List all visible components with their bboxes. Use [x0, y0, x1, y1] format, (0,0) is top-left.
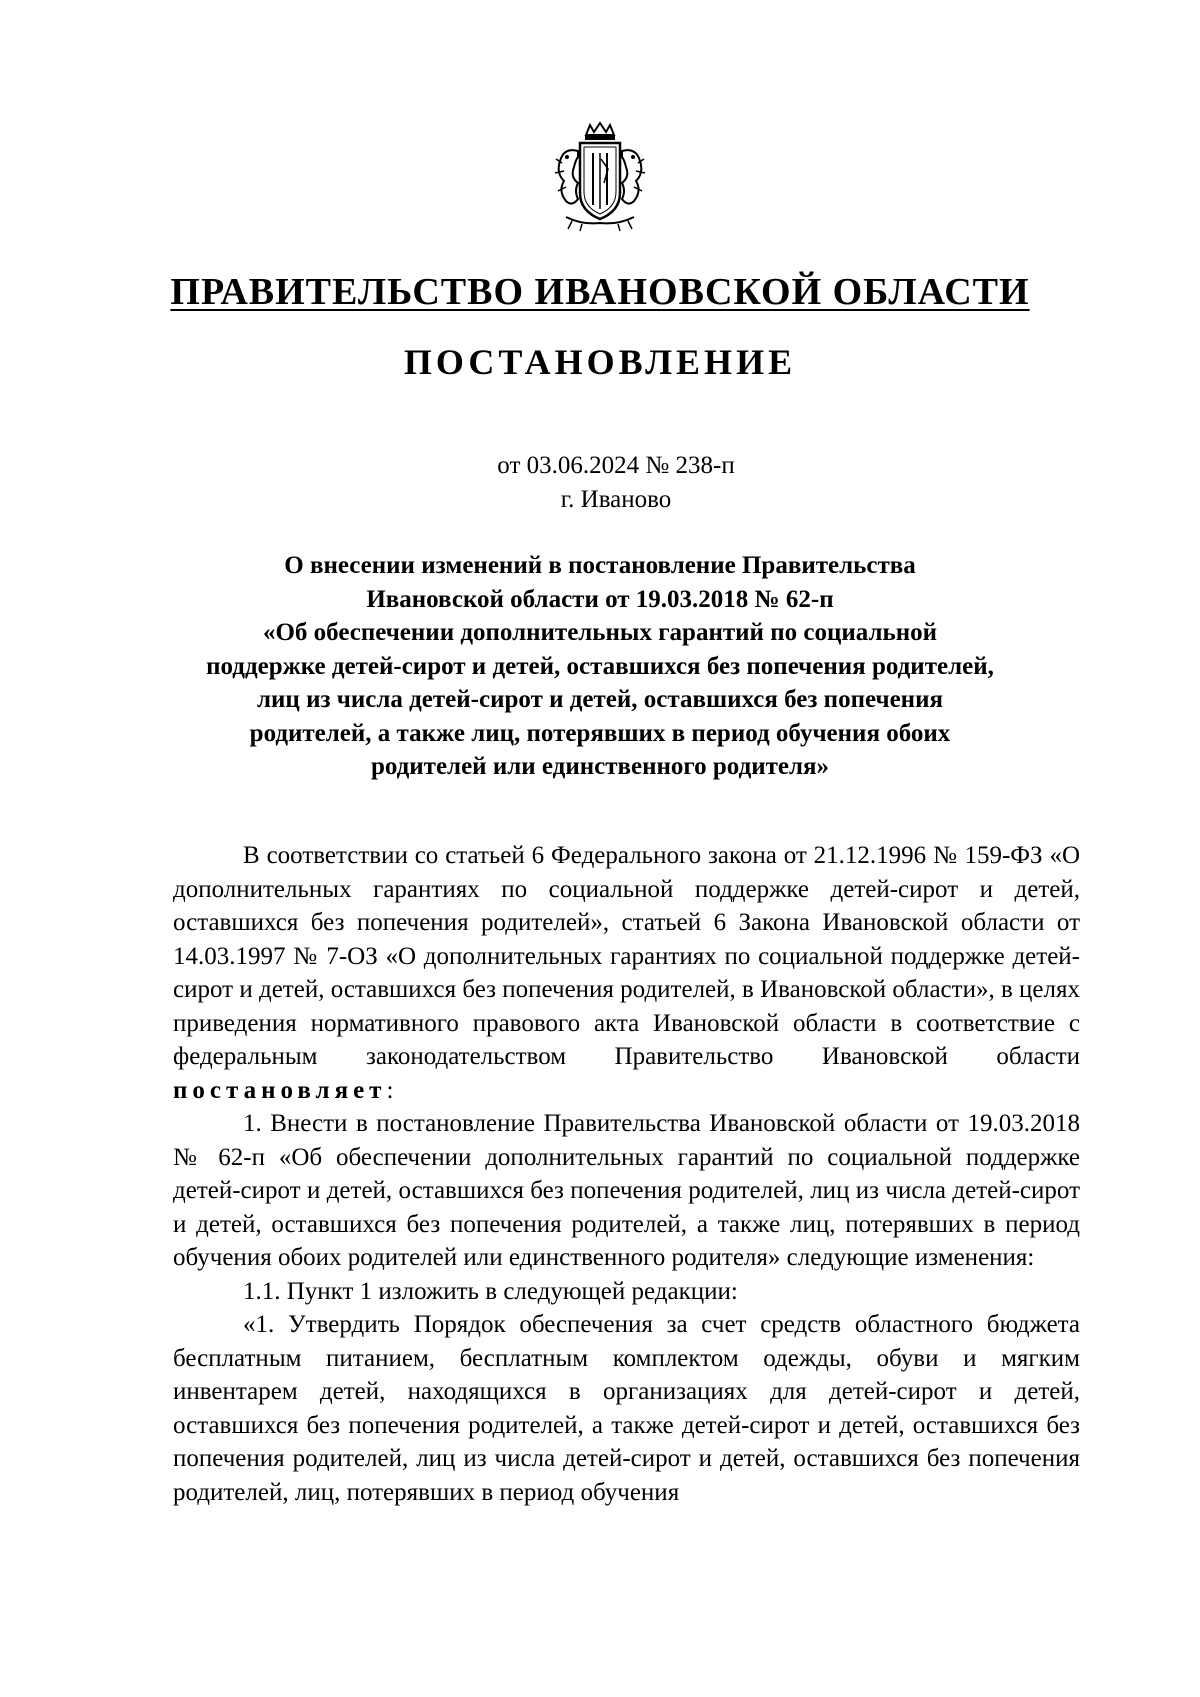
- subject-line: О внесении изменений в постановление Правительства: [284, 552, 916, 579]
- government-title: ПРАВИТЕЛЬСТВО ИВАНОВСКОЙ ОБЛАСТИ: [170, 271, 1030, 313]
- subject-line: Ивановской области от 19.03.2018 № 62-п: [366, 585, 834, 613]
- decree-colon: :: [386, 1076, 394, 1104]
- preamble-text: В соответствии со статьей 6 Федерального закона от 21.12.1996 № 159-ФЗ «О дополнительных гарантиях по социальной поддержке детей-сирот и детей, оставшихся без попечения родителей», статьей 6 Закона Ивановской области от 14.03.1997 № 7-ОЗ «О дополнительных гарантиях по социальной поддержке детей-сирот и детей, оставшихся без попечения родителей, в Ивановской области», в целях приведения нормативного правового акта Ивановской области в соответствие с федеральным законодательством Правительство Ивановской области: [173, 842, 1080, 1070]
- document-subject: [160, 549, 1040, 784]
- subject-line: родителей или единственного родителя»: [370, 753, 830, 780]
- document-date-number: от 03.06.2024 № 238-п: [497, 452, 735, 479]
- document-body: [173, 839, 1080, 1509]
- document-type-heading: ПОСТАНОВЛЕНИЕ: [403, 342, 797, 382]
- decree-keyword: постановляет: [173, 1076, 387, 1104]
- subject-line: родителей, а также лиц, потерявших в период обучения обоих: [249, 719, 951, 747]
- coat-of-arms-emblem: [552, 121, 648, 233]
- body-paragraph-quote: «1. Утвердить Порядок обеспечения за счет средств областного бюджета бесплатным питанием, бесплатным комплектом одежды, обуви и мягким инвентарем детей, находящихся в организациях для детей-сирот и детей, оставшихся без попечения родителей, а также детей-сирот и детей, оставшихся без попечения родителей, лиц из числа детей-сирот и детей, оставшихся без попечения родителей, лиц, потерявших в период обучения: [173, 1311, 1080, 1506]
- subject-line: лиц из числа детей-сирот и детей, оставшихся без попечения: [256, 686, 943, 713]
- body-paragraph-item-1: 1. Внести в постановление Правительства Ивановской области от 19.03.2018 № 62-п «Об обеспечении дополнительных гарантий по социальной поддержке детей-сирот и детей, оставшихся без попечения родителей, лиц из числа детей-сирот и детей, оставшихся без попечения родителей, а также лиц, потерявших в период обучения обоих родителей или единственного родителя» следующие изменения:: [173, 1110, 1080, 1271]
- document-city: г. Иваново: [560, 486, 672, 513]
- body-paragraph-item-1-1: 1.1. Пункт 1 изложить в следующей редакции:: [243, 1277, 738, 1305]
- body-paragraph-preamble: [173, 839, 1080, 1107]
- subject-line: «Об обеспечении дополнительных гарантий по социальной: [262, 619, 938, 646]
- subject-line: поддержке детей-сирот и детей, оставшихся без попечения родителей,: [206, 652, 994, 680]
